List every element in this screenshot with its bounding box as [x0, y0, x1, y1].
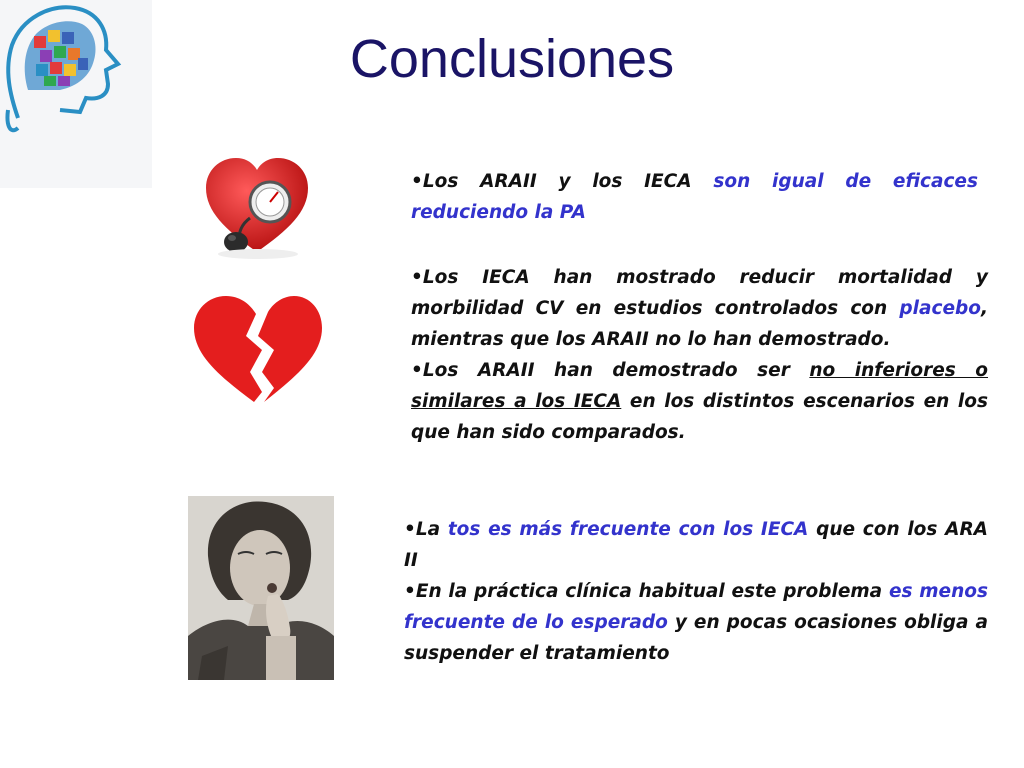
bullet-text-segment: •Los ARAII y los IECA	[411, 171, 714, 192]
bullet-text-segment: •Los ARAII han demostrado ser	[411, 360, 810, 381]
bullet-text-segment: es menos frecuente de lo esperado	[404, 581, 988, 633]
text-block-mortality	[411, 262, 988, 448]
text-block-intro	[411, 166, 978, 228]
bullet-text-segment: •Los IECA han mostrado reducir mortalidad y morbilidad CV en estudios controlados con	[411, 267, 988, 319]
bullet-text-segment: en los distintos escenarios en los que han sido comparados.	[411, 391, 988, 443]
coughing-woman-photo	[188, 496, 334, 680]
bullet-text	[411, 262, 988, 355]
bullet-text-segment: no inferiores o similares a los IECA	[411, 360, 989, 412]
bullet-text	[404, 576, 988, 669]
page-title: Conclusiones	[349, 29, 675, 89]
heart-blood-pressure-gauge-icon	[198, 152, 316, 262]
bullet-text	[404, 514, 988, 576]
bullet-text-segment: que con los ARA II	[404, 519, 989, 571]
text-block-cough	[404, 514, 988, 669]
bullet-text-segment: •La	[404, 519, 448, 540]
bullet-text-segment: •En la práctica clínica habitual este problema	[404, 581, 889, 602]
bullet-text-segment: y en pocas ocasiones obliga a suspender el tratamiento	[404, 612, 988, 664]
bullet-text-segment: placebo	[899, 298, 981, 319]
bullet-text	[411, 166, 978, 228]
bullet-text-segment: son igual de eficaces reduciendo la PA	[411, 171, 978, 223]
bullet-text-segment: tos es más frecuente con los IECA	[447, 519, 809, 540]
bullet-text-segment: , mientras que los ARAII no lo han demostrado.	[411, 298, 988, 350]
broken-heart-icon	[188, 292, 328, 410]
bullet-text	[411, 355, 988, 448]
